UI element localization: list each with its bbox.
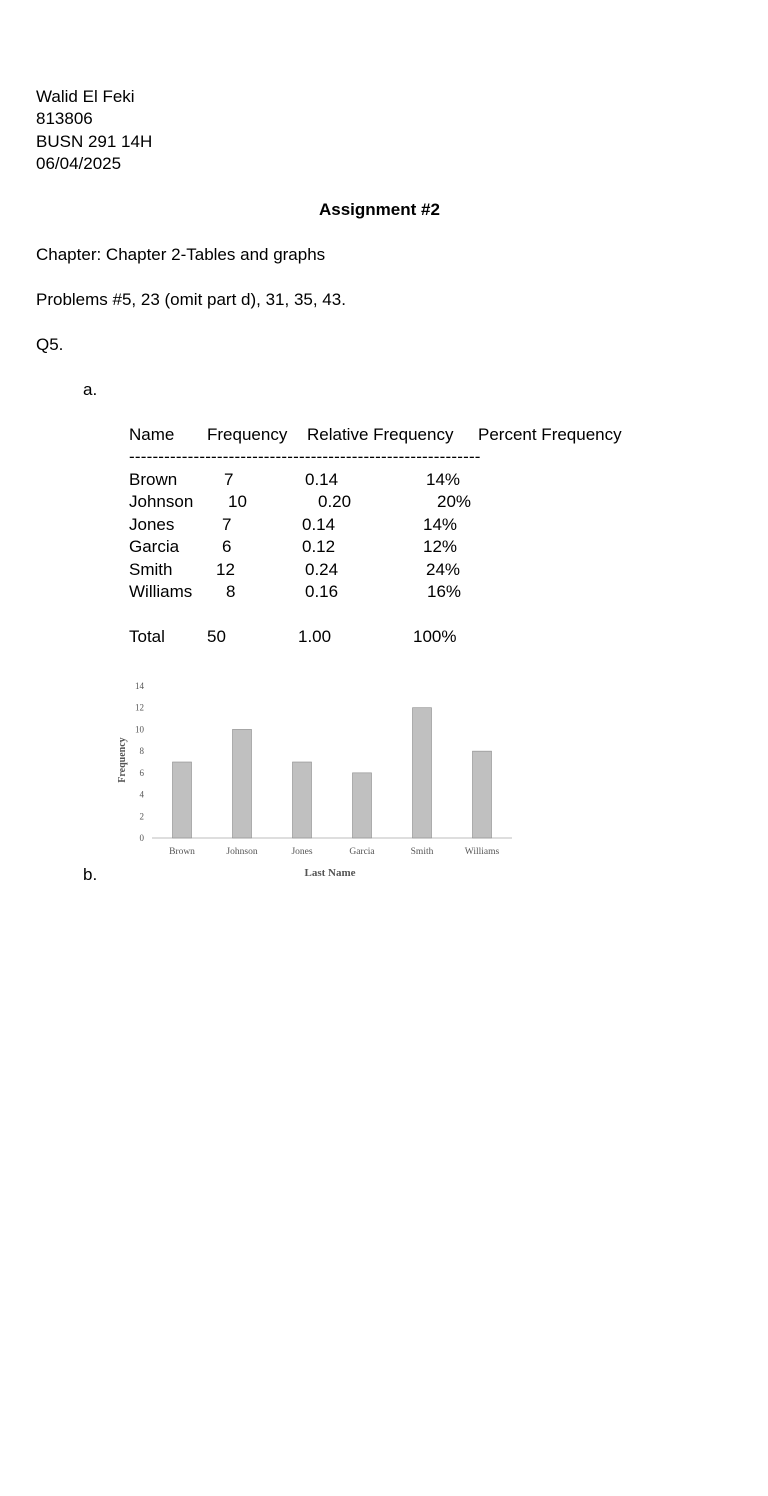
bar-smith <box>413 708 432 838</box>
bar-brown <box>173 762 192 838</box>
cell-relative: 0.12 <box>302 537 336 556</box>
assignment-title: Assignment #2 <box>319 200 440 219</box>
cell-percent: 16% <box>427 582 462 601</box>
y-tick-label: 10 <box>135 724 144 735</box>
cell-percent: 14% <box>423 515 458 534</box>
y-tick-label: 8 <box>139 746 144 757</box>
cell-relative: 0.14 <box>305 470 339 489</box>
bar-johnson <box>233 729 252 838</box>
y-axis-label: Frequency <box>117 737 128 783</box>
cell-relative: 0.20 <box>318 492 352 511</box>
submission-date: 06/04/2025 <box>36 154 122 173</box>
table-divider: ------------------------------------------------------------ <box>129 447 481 466</box>
bar-williams <box>473 751 492 838</box>
header-relative-frequency: Relative Frequency <box>307 425 454 444</box>
cell-frequency: 8 <box>226 582 236 601</box>
cell-frequency: 7 <box>224 470 234 489</box>
y-tick-label: 6 <box>139 767 144 778</box>
student-name: Walid El Feki <box>36 87 135 106</box>
x-tick-label: Johnson <box>226 847 258 857</box>
cell-name: Garcia <box>129 537 180 556</box>
y-tick-label: 4 <box>139 789 144 800</box>
cell-name: Johnson <box>129 492 194 511</box>
cell-percent: 20% <box>437 492 472 511</box>
cell-relative: 0.14 <box>302 515 336 534</box>
cell-frequency: 7 <box>222 515 232 534</box>
x-tick-label: Smith <box>410 847 434 857</box>
part-a-label: a. <box>83 380 98 399</box>
question-label: Q5. <box>36 335 64 354</box>
cell-name: Smith <box>129 560 173 579</box>
cell-name: Brown <box>129 470 178 489</box>
cell-frequency: 12 <box>216 560 235 579</box>
part-b-label: b. <box>83 865 98 884</box>
cell-name: Jones <box>129 515 175 534</box>
cell-percent: 12% <box>423 537 458 556</box>
course-code: BUSN 291 14H <box>36 132 153 151</box>
chapter-line: Chapter: Chapter 2-Tables and graphs <box>36 245 326 264</box>
x-tick-label: Garcia <box>349 847 375 857</box>
cell-relative: 0.16 <box>305 582 339 601</box>
cell-frequency: 6 <box>222 537 232 556</box>
y-tick-label: 14 <box>135 681 144 691</box>
x-tick-label: Brown <box>169 847 195 857</box>
total-frequency: 50 <box>207 627 226 646</box>
bar-garcia <box>353 773 372 838</box>
x-tick-label: Jones <box>291 847 313 857</box>
header-percent-frequency: Percent Frequency <box>478 425 622 444</box>
total-label: Total <box>129 627 165 646</box>
cell-frequency: 10 <box>228 492 247 511</box>
header-frequency: Frequency <box>207 425 288 444</box>
frequency-bar-chart <box>100 672 520 884</box>
y-tick-label: 0 <box>139 833 144 843</box>
header-name: Name <box>129 425 175 444</box>
problems-line: Problems #5, 23 (omit part d), 31, 35, 43. <box>36 290 346 309</box>
x-axis-label: Last Name <box>304 867 356 879</box>
x-tick-label: Williams <box>464 847 500 857</box>
total-percent: 100% <box>413 627 457 646</box>
cell-percent: 14% <box>426 470 461 489</box>
total-relative: 1.00 <box>298 627 332 646</box>
y-tick-label: 2 <box>139 811 144 822</box>
cell-relative: 0.24 <box>305 560 339 579</box>
student-id: 813806 <box>36 109 93 128</box>
cell-name: Williams <box>129 582 193 601</box>
bar-jones <box>293 762 312 838</box>
y-tick-label: 12 <box>135 702 144 713</box>
cell-percent: 24% <box>426 560 461 579</box>
